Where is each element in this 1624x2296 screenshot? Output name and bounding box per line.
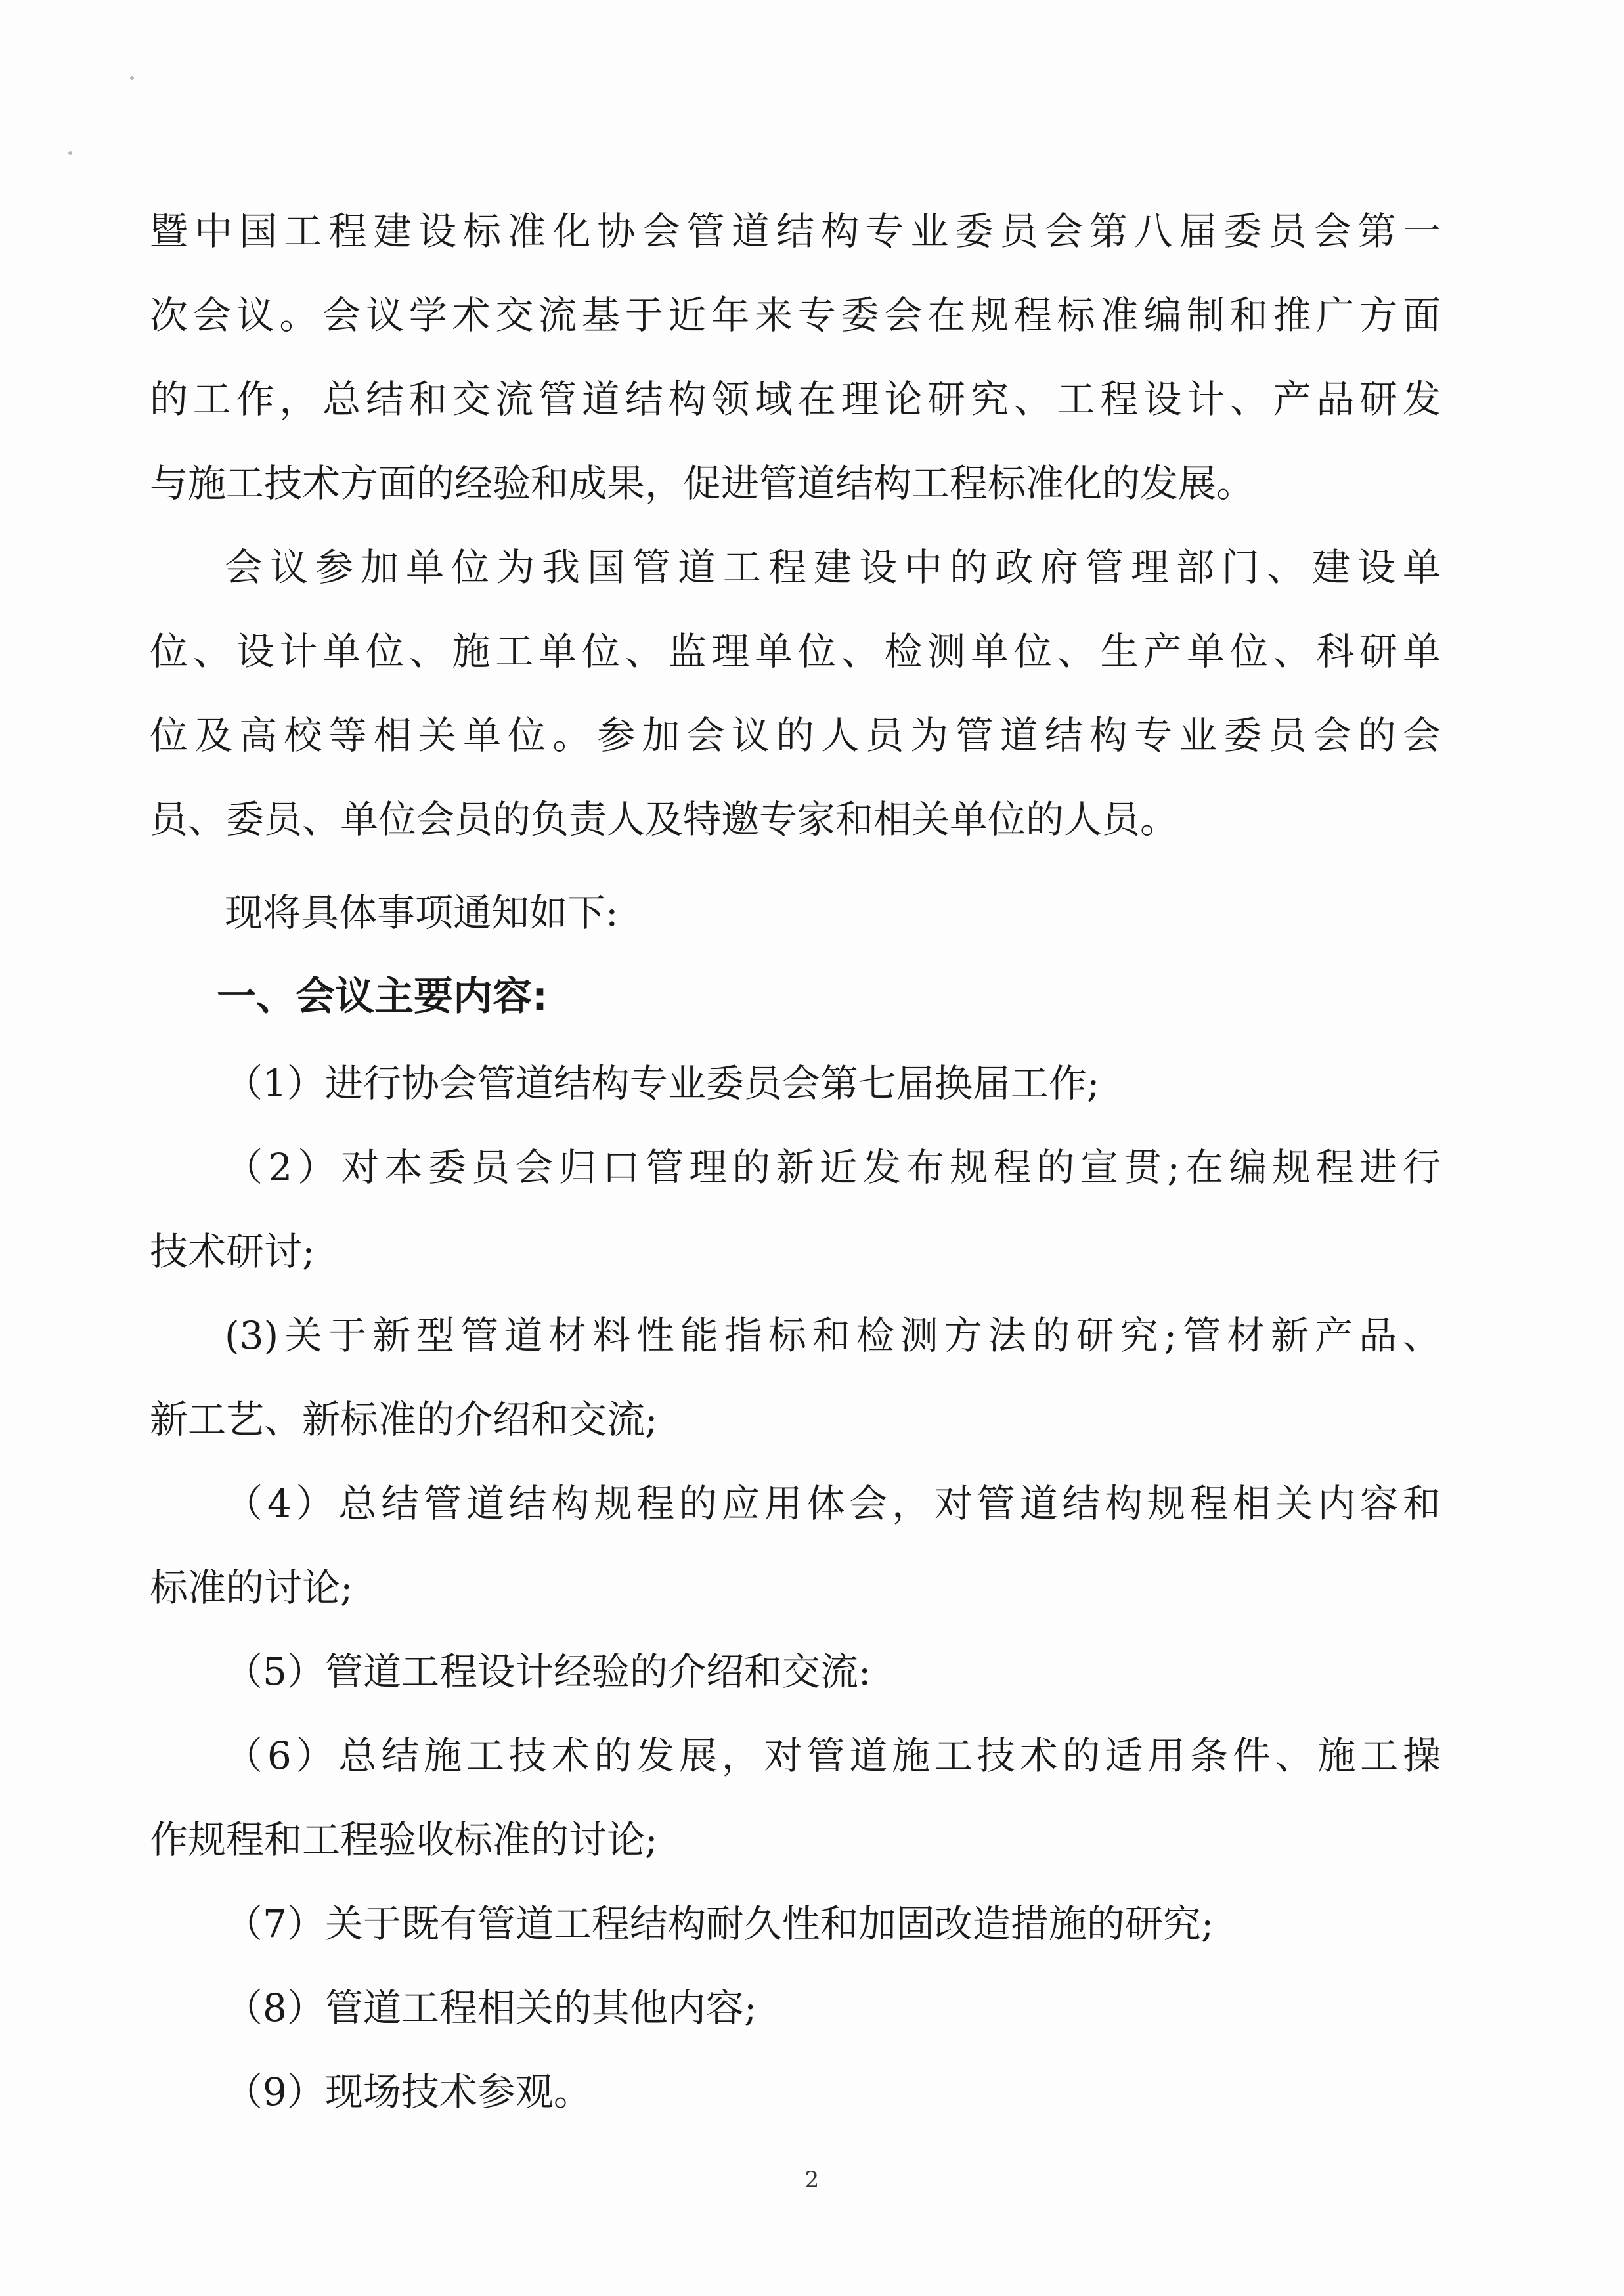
scan-speck <box>68 151 72 155</box>
page-number: 2 <box>804 2167 820 2193</box>
scan-speck <box>130 76 134 80</box>
document-page: 暨中国工程建设标准化协会管道结构专业委员会第八届委员会第一 次会议。会议学术交流基于近年来专委会在规程标准编制和推广方面 的工作，总结和交流管道结构领域在理论研究、工程设计、产品研发 与施工技术方面的经验和成果，促进管道结构工程标准化的发展。 会议参加单位为我国管道工程建设中的政府管理部门、建设单 位、设计单位、施工单位、监理单位、检测单位、生产单位、科研单 位及高校等相关单位。参加会议的人员为管道结构专业委员会的会 员、委员、单位会员的负责人及特邀专家和相关单位的人员。 现将具体事项通知如下: 一、会议主要内容: （1）进行协会管道结构专业委员会第七届换届工作; （2）对本委员会归口管理的新近发布规程的宣贯;在编规程进行 技术研讨; (3)关于新型管道材料性能指标和检测方法的研究;管材新产品、 新工艺、新标准的介绍和交流; （4）总结管道结构规程的应用体会，对管道结构规程相关内容和 标准的讨论; （5）管道工程设计经验的介绍和交流: （6）总结施工技术的发展，对管道施工技术的适用条件、施工操 作规程和工程验收标准的讨论; （7）关于既有管道工程结构耐久性和加固改造措施的研究; （8）管道工程相关的其他内容; （9）现场技术参观。 2 <box>0 0 1624 2296</box>
